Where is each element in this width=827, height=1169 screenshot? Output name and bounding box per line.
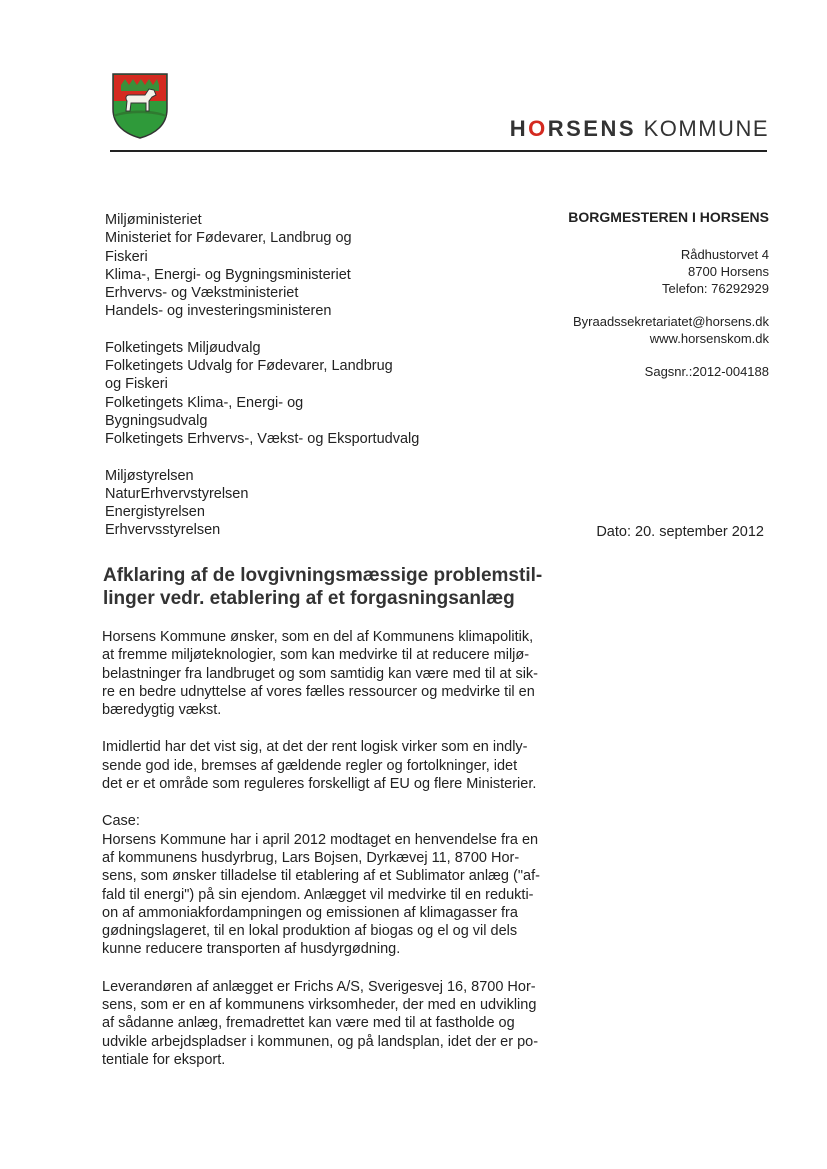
body-paragraph [102,628,572,719]
body-paragraph [102,738,572,793]
recipient-line: NaturErhvervstyrelsen [105,485,249,502]
paragraph-line: re en bedre udnyttelse af vores fælles ressourcer og medvirke til en [102,683,535,700]
paragraph-line: sende god ide, bremses af gældende regler og fortolkninger, idet [102,757,518,774]
recipient-line: Miljøministeriet [105,212,202,228]
paragraph-line: bæredygtig vækst. [102,702,222,719]
recipient-line: Energistyrelsen [105,504,205,521]
body-paragraph [102,812,572,958]
sender-contact [568,313,769,347]
municipal-crest [111,71,169,139]
recipient-group [105,467,485,540]
recipient-line: og Fiskeri [105,376,168,393]
recipient-line: Erhvervs- og Vækstministeriet [105,285,299,302]
letter-heading [103,565,583,610]
paragraph-line: af kommunens husdyrbrug, Lars Bojsen, Dyrkævej 11, 8700 Hor- [102,849,520,866]
address-line: Rådhustorvet 4 [680,247,769,262]
paragraph-line: Imidlertid har det vist sig, at det der rent logisk virker som en indly- [102,739,528,756]
paragraph-line: on af ammoniakfordampningen og emissionen af klimagasser fra [102,904,518,921]
horse-crest-icon [111,71,169,139]
recipient-group [105,339,485,449]
recipient-group [105,211,485,321]
header-divider [110,150,767,152]
paragraph-line: tentiale for eksport. [102,1051,226,1068]
brand-letter: H [509,116,529,141]
paragraph-line: Horsens Kommune ønsker, som en del af Kommunens klimapolitik, [102,629,534,645]
recipient-line: Ministeriet for Fødevarer, Landbrug og [105,230,352,247]
contact-line: www.horsenskom.dk [649,331,769,346]
paragraph-line: Case: [102,813,140,830]
recipient-line: Fiskeri [105,248,148,265]
paragraph-line: belastninger fra landbruget og som samtidig kan være med til at sik- [102,665,539,682]
paragraph-line: det er et område som reguleres forskelligt af EU og flere Ministerier. [102,776,537,793]
paragraph-line: sens, som er en af kommunens virksomheder, der med en udvikling [102,997,537,1014]
paragraph-line: at fremme miljøteknologier, som kan medvirke til at reducere miljø- [102,647,530,664]
letter-date: Dato: 20. september 2012 [596,524,764,540]
brand-rest: RSENS [547,116,636,141]
paragraph-line: af sådanne anlæg, fremadrettet kan være med til at fastholde og [102,1015,515,1032]
recipient-line: Folketingets Erhvervs-, Vækst- og Eksportudvalg [105,431,420,448]
letter-body [102,628,572,1088]
sender-address [568,246,769,297]
paragraph-line: sens, som ønsker tilladelse til etablering af et Sublimator anlæg ("af- [102,868,540,885]
recipient-line: Folketingets Klima-, Energi- og [105,394,304,411]
recipient-line: Handels- og investeringsministeren [105,303,332,320]
address-line: 8700 Horsens [688,264,769,279]
case-number: Sagsnr.:2012-004188 [644,364,769,379]
brand-o: O [528,116,548,141]
contact-line: Byraadssekretariatet@horsens.dk [572,314,769,329]
paragraph-line: udvikle arbejdspladser i kommunen, og på landsplan, idet der er po- [102,1033,539,1050]
brand-suffix: KOMMUNE [636,116,769,141]
paragraph-line: gødningslageret, til en lokal produktion af biogas og el og vil dels [102,923,518,940]
recipient-line: Miljøstyrelsen [105,467,194,484]
paragraph-line: kunne reducere transporten af husdyrgødning. [102,941,401,958]
sender-title: BORGMESTEREN I HORSENS [568,209,769,225]
recipient-list [105,211,485,558]
paragraph-line: fald til energi") på sin ejendom. Anlægget vil medvirke til en redukti- [102,886,534,903]
recipient-line: Erhvervsstyrelsen [105,522,221,539]
recipient-line: Folketingets Miljøudvalg [105,339,261,356]
heading-line: Afklaring af de lovgivningsmæssige problemstil- [103,565,543,586]
recipient-line: Bygningsudvalg [105,412,208,429]
paragraph-line: Horsens Kommune har i april 2012 modtaget en henvendelse fra en [102,831,539,848]
heading-line: linger vedr. etablering af et forgasningsanlæg [103,587,515,609]
address-line: Telefon: 76292929 [662,281,769,296]
municipality-wordmark [510,116,769,142]
paragraph-line: Leverandøren af anlægget er Frichs A/S, Sverigesvej 16, 8700 Hor- [102,978,536,995]
recipient-line: Folketingets Udvalg for Fødevarer, Landbrug [105,358,393,375]
sender-block [568,209,769,396]
body-paragraph [102,978,572,1069]
recipient-line: Klima-, Energi- og Bygningsministeriet [105,266,351,283]
